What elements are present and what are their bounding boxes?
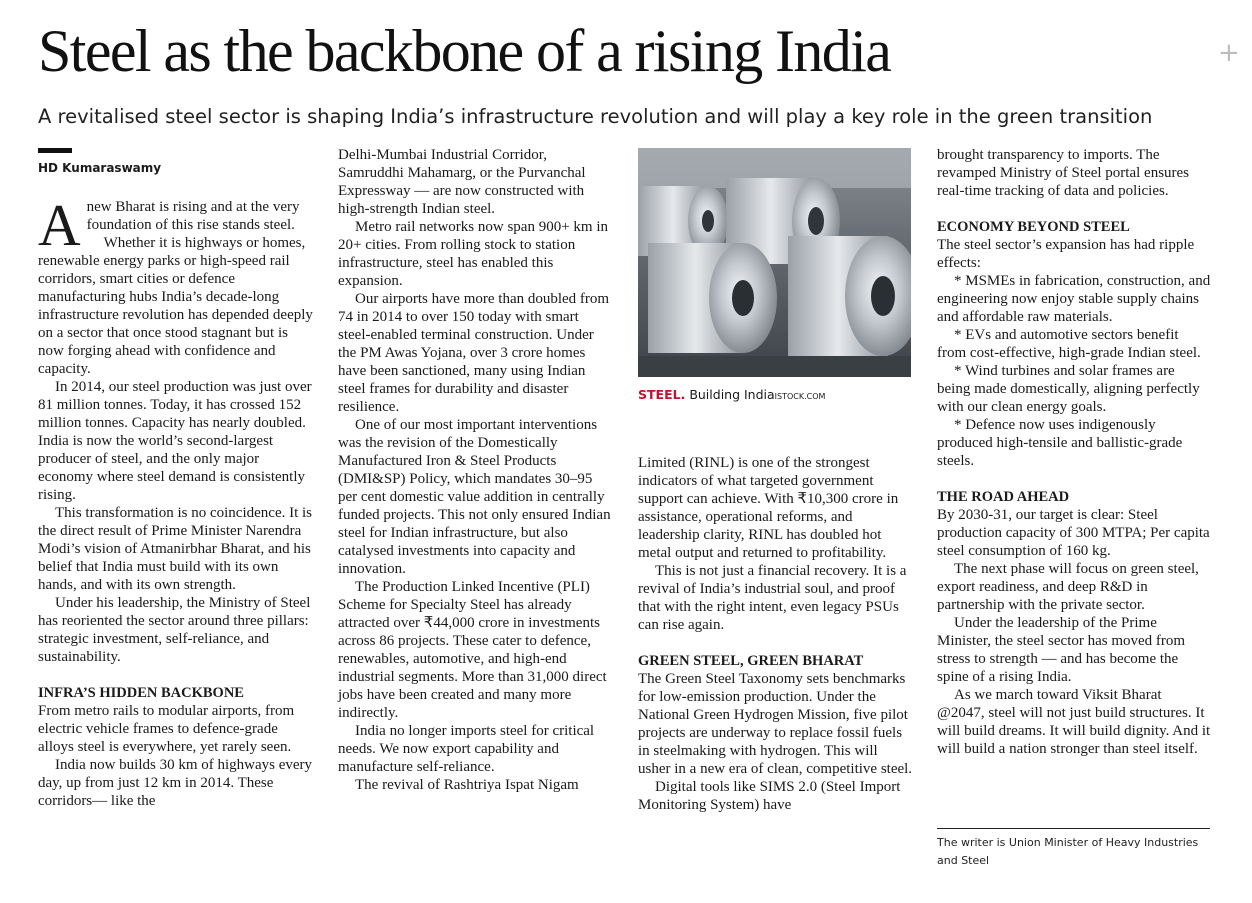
bullet-item: * EVs and automotive sectors benefit from cost-effective, high-grade Indian steel. (937, 327, 1201, 361)
writer-rule (937, 828, 1210, 829)
caption-credit: ISTOCK.COM (774, 392, 826, 401)
byline-rule (38, 148, 72, 153)
paragraph: Limited (RINL) is one of the strongest indicators of what targeted government support can achieve. With ₹10,300 crore in assistance, operational reforms, and leadership clarity, RINL has doubled hot metal output and returned to profitability. (638, 455, 899, 561)
drop-cap: A (38, 192, 81, 258)
subhead-road-ahead: THE ROAD AHEAD (937, 489, 1070, 505)
bullet-item: * Defence now uses indigenously produced high-tensile and ballistic-grade steels. (937, 417, 1183, 469)
paragraph: The Green Steel Taxonomy sets benchmarks for low-emission production. Under the National Green Hydrogen Mission, five pilot projects are underway to replace fossil fuels in steelmaking with hydrogen. This will usher in a new era of clean, competitive steel. (638, 671, 913, 777)
bullet-item: * MSMEs in fabrication, construction, and engineering now enjoy stable supply chains and affordable raw materials. (937, 273, 1211, 325)
subhead-economy: ECONOMY BEYOND STEEL (937, 219, 1130, 235)
paragraph: India now builds 30 km of highways every day, up from just 12 km in 2014. These corridors— like the (38, 757, 313, 809)
paragraph: In 2014, our steel production was just over 81 million tonnes. Today, it has crossed 152 million tonnes. Capacity has nearly doubled. India is now the world’s second-largest producer of steel, and the only major economy where steel demand is consistently rising. (38, 379, 312, 503)
caption-text: Building India (689, 387, 775, 402)
paragraph: From metro rails to modular airports, from electric vehicle frames to defence-grade alloys steel is everywhere, yet rarely seen. (38, 703, 295, 755)
paragraph: The Production Linked Incentive (PLI) Scheme for Specialty Steel has already attracted over ₹44,000 crore in investments across 86 projects. These cater to defence, renewables, automotive, and high-end industrial segments. More than 31,000 direct jobs have been created and many more indirectly. (338, 579, 607, 721)
paragraph: Under his leadership, the Ministry of Steel has reoriented the sector around three pillars: strategic investment, self-reliance, and sustainability. (38, 595, 311, 665)
article-column-4 (937, 146, 1211, 758)
paragraph: The revival of Rashtriya Ispat Nigam (355, 777, 579, 793)
bullet-item: * Wind turbines and solar frames are being made domestically, aligning perfectly with our clean energy goals. (937, 363, 1200, 415)
paragraph: Metro rail networks now span 900+ km in 20+ cities. From rolling stock to station infrastructure, steel has enabled this expansion. (338, 219, 609, 289)
subhead-green-steel: GREEN STEEL, GREEN BHARAT (638, 653, 864, 669)
paragraph: Our airports have more than doubled from 74 in 2014 to over 150 today with smart steel-enabled terminal construction. Under the PM Awas Yojana, over 3 crore homes have been sanctioned, many using Indian steel frames for durability and disaster resilience. (338, 291, 610, 415)
paragraph: As we march toward Viksit Bharat @2047, steel will not just build structures. It will build dreams. It will build dignity. And it will build a nation stronger than steel itself. (937, 687, 1211, 757)
standfirst: A revitalised steel sector is shaping India’s infrastructure revolution and will play a key role in the green transition (38, 105, 1153, 128)
photo-caption (638, 386, 918, 406)
writer-note: The writer is Union Minister of Heavy Industries and Steel (937, 836, 1199, 867)
paragraph: This transformation is no coincidence. It is the direct result of Prime Minister Narendra Modi’s vision of Atmanirbhar Bharat, and his belief that India must build with its own hands, and with its own strength. (38, 505, 313, 593)
paragraph: Under the leadership of the Prime Minister, the steel sector has moved from stress to strength — and has become the spine of a rising India. (937, 615, 1186, 685)
paragraph: brought transparency to imports. The revamped Ministry of Steel portal ensures real-time tracking of data and policies. (937, 147, 1190, 199)
subhead-infra: INFRA’S HIDDEN BACKBONE (38, 685, 244, 701)
caption-kicker: STEEL. (638, 387, 686, 402)
steel-coils-photo (638, 148, 911, 377)
paragraph: Whether it is highways or homes, renewable energy parks or high-speed rail corridors, smart cities or defence manufacturing hubs India’s decade-long infrastructure revolution has depended deeply on a sector that once stood stagnant but is now forging ahead with confidence and capacity. (38, 235, 313, 377)
paragraph: Digital tools like SIMS 2.0 (Steel Import Monitoring System) have (638, 779, 901, 813)
article-column-1 (38, 192, 313, 810)
paragraph: By 2030-31, our target is clear: Steel production capacity of 300 MTPA; Per capita steel consumption of 160 kg. (937, 507, 1210, 559)
byline: HD Kumaraswamy (38, 161, 162, 175)
lead-paragraph: Anew Bharat is rising and at the very foundation of this rise stands steel. (38, 192, 300, 258)
paragraph: The steel sector’s expansion has had ripple effects: (937, 237, 1195, 271)
paragraph: India no longer imports steel for critical needs. We now export capability and manufacture self-reliance. (338, 723, 595, 775)
article-column-2 (338, 146, 613, 794)
coil-front-right (788, 236, 911, 356)
paragraph: The next phase will focus on green steel, export readiness, and deep R&D in partnership with the private sector. (937, 561, 1199, 613)
paragraph: Delhi-Mumbai Industrial Corridor, Samruddhi Mahamarg, or the Purvanchal Expressway — are now constructed with high-strength Indian steel. (338, 147, 586, 217)
coil-front-left (648, 243, 777, 353)
paragraph: One of our most important interventions was the revision of the Domestically Manufactured Iron & Steel Products (DMI&SP) Policy, which mandates 30–95 per cent domestic value addition in centrally funded projects. This not only ensured Indian steel for Indian infrastructure, but also catalysed investments into capacity and innovation. (338, 417, 611, 577)
paragraph: This is not just a financial recovery. It is a revival of India’s industrial soul, and proof that with the right intent, even legacy PSUs can rise again. (638, 563, 907, 633)
headline: Steel as the backbone of a rising India (38, 18, 891, 84)
plus-icon: + (1218, 38, 1240, 68)
article-column-3 (638, 454, 913, 814)
